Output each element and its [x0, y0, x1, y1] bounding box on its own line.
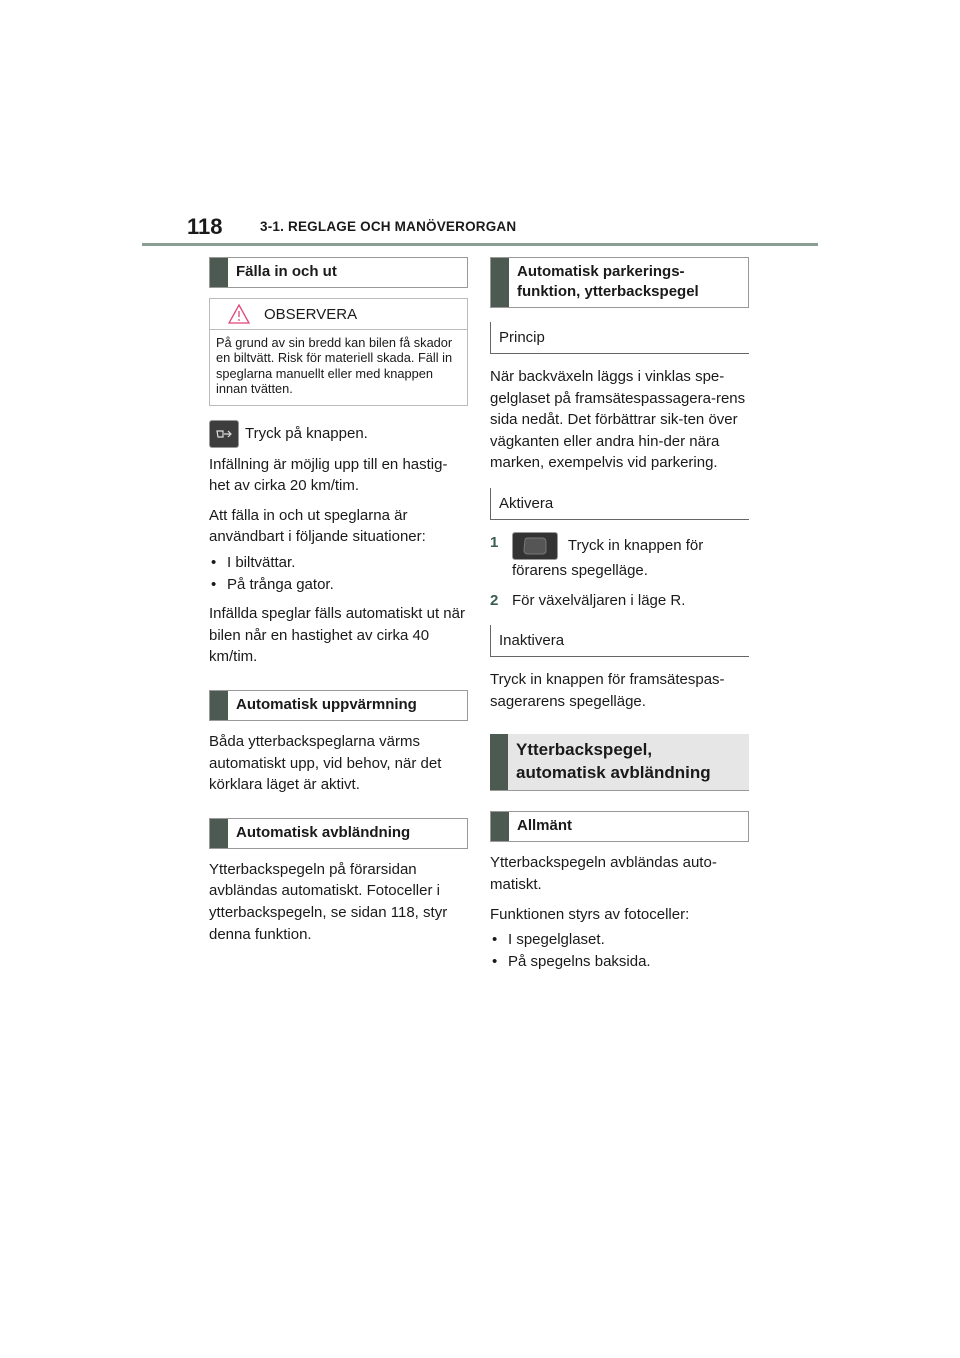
- left-column: [209, 257, 468, 953]
- subheading-principle: Princip: [490, 322, 749, 354]
- section-parking-title: Automatisk parkerings-funktion, ytterbackspegel: [490, 257, 749, 308]
- step-1-text: Tryck in knappen för förarens spegelläge.: [512, 536, 704, 579]
- subheading-activate: Aktivera: [490, 488, 749, 520]
- press-button-text: Tryck på knappen.: [245, 425, 368, 443]
- section-dimming-title: Automatisk avbländning: [209, 818, 468, 849]
- mirror-fold-button-icon: [209, 420, 239, 448]
- section-general-title: Allmänt: [490, 811, 749, 842]
- step-1: 1 Tryck in knappen för förarens spegelläge.: [490, 533, 704, 579]
- list-item: • På spegelns baksida.: [490, 951, 749, 973]
- list-item: • I biltvättar.: [209, 552, 468, 574]
- paragraph-photocells: Funktionen styrs av fotoceller:: [490, 905, 690, 923]
- paragraph-general: Ytterbackspegeln avbländas auto-matiskt.: [490, 854, 717, 893]
- section-fold-title: Fälla in och ut: [209, 257, 468, 288]
- subheading-deactivate: Inaktivera: [490, 625, 749, 657]
- bullet-list-situations: [209, 552, 468, 595]
- warning-body: På grund av sin bredd kan bilen få skador en biltvätt. Risk för materiell skada. Fäll in speglarna manuellt eller med knappen innan tvätten.: [216, 335, 453, 397]
- paragraph-auto-unfold: Infällda speglar fälls automatiskt ut när bilen når en hastighet av cirka 40 km/tim.: [209, 605, 465, 666]
- section-heating-title: Automatisk uppvärmning: [209, 690, 468, 721]
- chapter-title: 3-1. REGLAGE OCH MANÖVERORGAN: [260, 219, 517, 234]
- header-rule: [142, 243, 818, 246]
- driver-mirror-button-icon: [512, 532, 558, 560]
- page-number: 118: [187, 214, 223, 239]
- warning-box: [209, 298, 468, 406]
- bullet-list-photocells: [490, 929, 749, 972]
- paragraph-speed-limit: Infällning är möjlig upp till en hastig-het av cirka 20 km/tim.: [209, 455, 448, 495]
- paragraph-principle: När backväxeln läggs i vinklas spe-gelglaset på framsätespassagera-rens sida nedåt. Det förbättrar sik-ten över vägkanten eller andra hin-der nära marken, exempelvis vid parkering.: [490, 368, 746, 472]
- step-2: 2 För växelväljaren i läge R.: [490, 590, 749, 612]
- warning-title: OBSERVERA: [264, 305, 358, 323]
- paragraph-heating: Båda ytterbackspeglarna värms automatiskt upp, vid behov, när det körklara läget är aktivt.: [209, 732, 442, 794]
- list-item: • På trånga gator.: [209, 574, 468, 596]
- list-item: • I spegelglaset.: [490, 929, 749, 951]
- page-header: [0, 0, 960, 250]
- step-2-text: För växelväljaren i läge R.: [512, 591, 686, 609]
- right-column: [490, 257, 749, 980]
- paragraph-situations: Att fälla in och ut speglarna är användbart i följande situationer:: [209, 506, 426, 546]
- paragraph-deactivate: Tryck in knappen för framsätespas-sagerarens spegelläge.: [490, 671, 725, 710]
- paragraph-dimming: Ytterbackspegeln på förarsidan avbländas automatiskt. Fotoceller i ytterbackspegeln, se sidan 118, styr denna funktion.: [209, 860, 448, 943]
- section-auto-dim-title: Ytterbackspegel, automatisk avbländning: [490, 734, 749, 791]
- warning-icon: [228, 304, 250, 324]
